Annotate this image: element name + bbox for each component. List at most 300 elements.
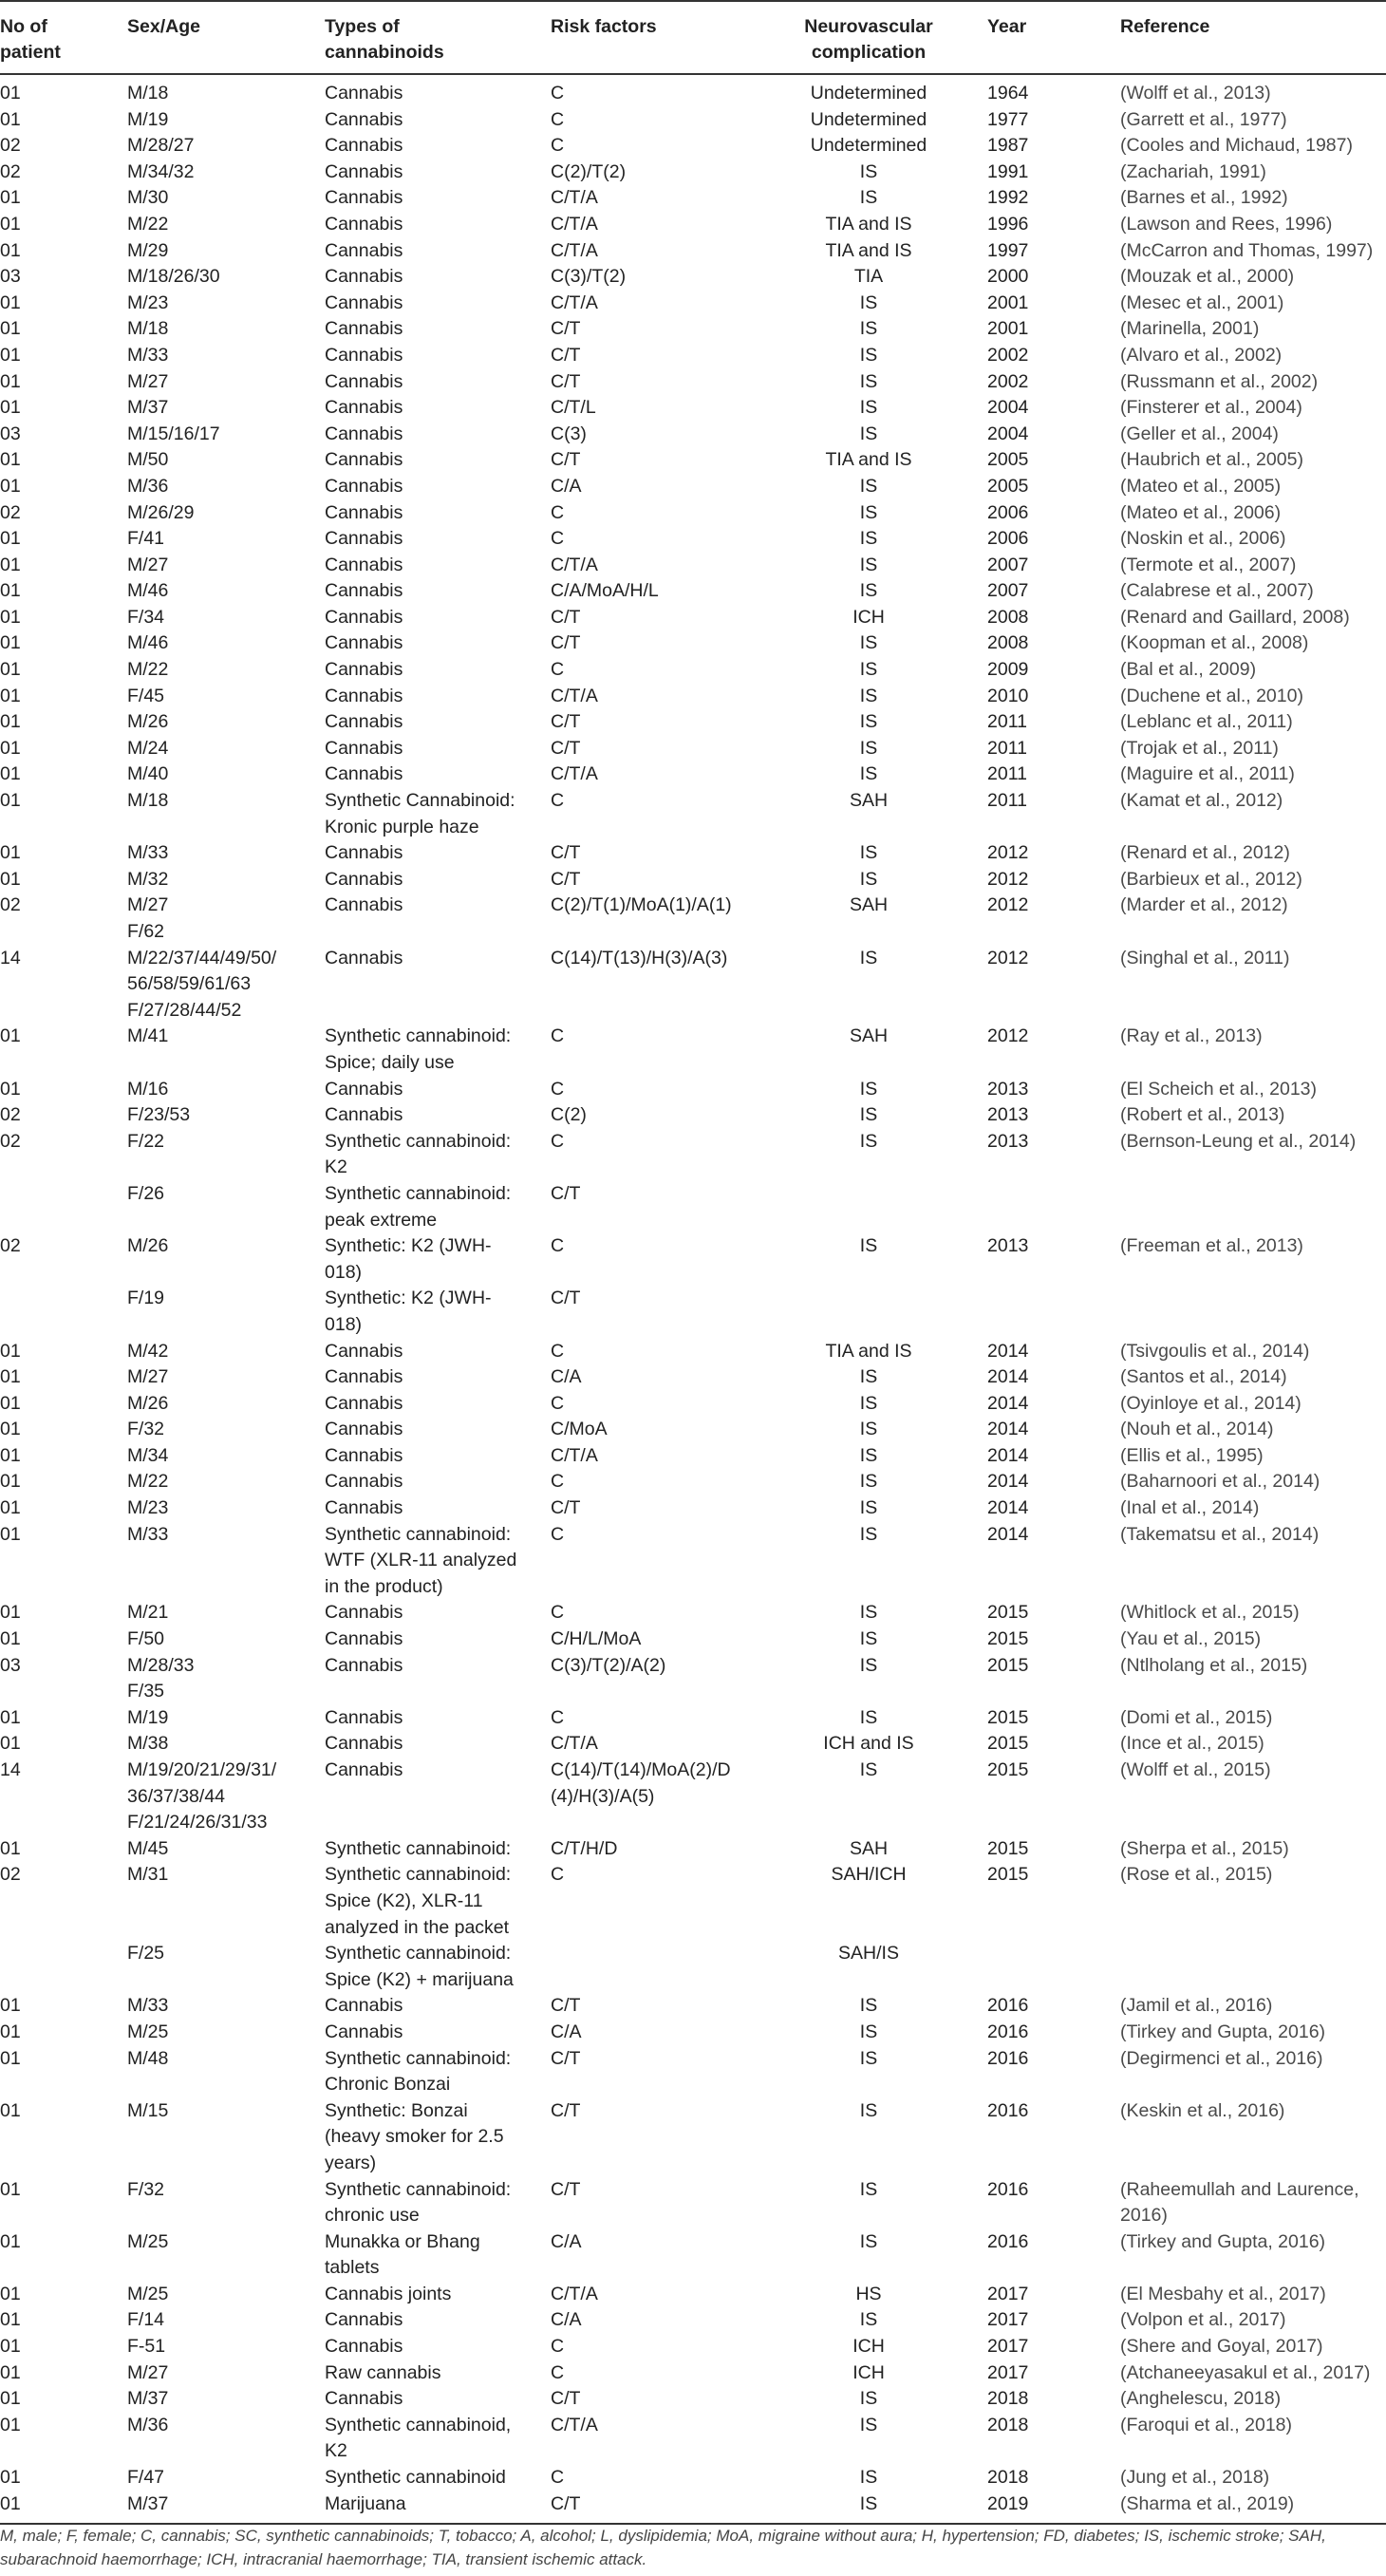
sex-age-cell: M/37 xyxy=(127,2491,325,2525)
table-row xyxy=(0,2020,1386,2046)
patient-count-cell: 01 xyxy=(0,2230,21,2252)
patient-count-cell: 01 xyxy=(0,790,21,812)
year-cell: 2008 xyxy=(987,606,1029,628)
table-row xyxy=(0,526,1386,553)
sex-age-cell: F/32 xyxy=(127,1419,165,1440)
risk-factors-cell: C xyxy=(551,2336,565,2358)
patient-count-cell: 01 xyxy=(0,763,21,785)
sex-age-cell: F/47 xyxy=(127,2467,165,2489)
patient-count-cell xyxy=(0,1181,127,1233)
reference-cell: (Faroqui et al., 2018) xyxy=(1120,2414,1293,2435)
table-row xyxy=(0,1233,1386,1286)
risk-factors-cell: C xyxy=(551,1864,565,1886)
year-cell: 1964 xyxy=(987,83,1029,103)
complication-cell: ICH xyxy=(852,2361,885,2383)
sex-age-cell: F/19 xyxy=(127,1288,165,1309)
reference-cell: (El Mesbahy et al., 2017) xyxy=(1120,2283,1326,2304)
complication-cell: IS xyxy=(859,1628,878,1650)
reference-cell: (Keskin et al., 2016) xyxy=(1120,2099,1285,2121)
year-cell: 2016 xyxy=(987,2178,1029,2200)
patient-count-cell: 01 xyxy=(0,711,21,733)
table-row xyxy=(0,1181,1386,1233)
sex-age-cell: M/23 xyxy=(127,1497,169,1519)
patient-count-cell: 03 xyxy=(0,1654,21,1676)
risk-factors-cell: C/H/L/MoA xyxy=(551,1628,642,1650)
header-reference: Reference xyxy=(1120,1,1386,74)
patient-count-cell: 01 xyxy=(0,685,21,706)
year-cell: 2016 xyxy=(987,2047,1029,2069)
patient-count-cell: 01 xyxy=(0,2467,21,2489)
table-row xyxy=(0,291,1386,317)
risk-factors-cell: C xyxy=(551,790,565,812)
risk-factors-cell: C xyxy=(551,2467,565,2489)
patient-count-cell: 01 xyxy=(0,1025,21,1047)
year-cell: 2013 xyxy=(987,1104,1029,1126)
year-cell: 2014 xyxy=(987,1340,1029,1362)
year-cell: 2014 xyxy=(987,1366,1029,1388)
table-row xyxy=(0,1443,1386,1470)
complication-cell: IS xyxy=(859,1602,878,1624)
complication-cell: IS xyxy=(859,1419,878,1440)
patient-count-cell: 01 xyxy=(0,1471,21,1493)
patient-count-cell: 01 xyxy=(0,2021,21,2042)
sex-age-cell: M/25 xyxy=(127,2230,169,2252)
table-row xyxy=(0,1862,1386,1941)
table-row xyxy=(0,657,1386,684)
risk-factors-cell: C/T/A xyxy=(551,239,598,261)
year-cell: 2000 xyxy=(987,266,1029,288)
sex-age-cell: M/15 xyxy=(127,2099,169,2121)
complication-cell: IS xyxy=(859,2099,878,2121)
cannabinoid-type-cell: Cannabis xyxy=(325,632,403,654)
sex-age-cell: M/50 xyxy=(127,449,169,471)
table-row xyxy=(0,1286,1386,1338)
table-row xyxy=(0,369,1386,396)
complication-cell: SAH xyxy=(849,1025,889,1047)
risk-factors-cell: C/T xyxy=(551,1182,581,1204)
sex-age-cell: M/46 xyxy=(127,580,169,602)
table-row xyxy=(0,1024,1386,1076)
patient-count-cell: 01 xyxy=(0,318,21,340)
table-row xyxy=(0,2177,1386,2229)
year-cell: 2014 xyxy=(987,1419,1029,1440)
table-row xyxy=(0,500,1386,527)
cannabinoid-type-cell: Cannabis xyxy=(325,501,403,523)
patient-count-cell: 01 xyxy=(0,239,21,261)
risk-factors-cell: C/T xyxy=(551,370,581,392)
table-row xyxy=(0,553,1386,579)
year-cell: 2001 xyxy=(987,318,1029,340)
year-cell: 2017 xyxy=(987,2309,1029,2331)
year-cell: 1997 xyxy=(987,239,1029,261)
sex-age-cell: F/32 xyxy=(127,2178,165,2200)
reference-cell: (Noskin et al., 2006) xyxy=(1120,528,1286,550)
cannabinoid-type-cell: Synthetic cannabinoid: chronic use xyxy=(325,2178,512,2227)
year-cell: 2014 xyxy=(987,1497,1029,1519)
patient-count-cell: 01 xyxy=(0,1078,21,1100)
cannabinoid-type-cell: Cannabis xyxy=(325,135,403,157)
cannabinoid-type-cell: Cannabis xyxy=(325,213,403,235)
table-row xyxy=(0,1077,1386,1103)
sex-age-cell: M/27 xyxy=(127,370,169,392)
year-cell: 2014 xyxy=(987,1444,1029,1466)
cannabinoid-type-cell: Cannabis xyxy=(325,1654,403,1676)
patient-count-cell: 01 xyxy=(0,108,21,130)
reference-cell: (Baharnoori et al., 2014) xyxy=(1120,1471,1320,1493)
complication-cell xyxy=(750,1181,987,1233)
reference-cell: (Sherpa et al., 2015) xyxy=(1120,1837,1289,1859)
year-cell xyxy=(987,1181,1120,1233)
table-row xyxy=(0,2465,1386,2491)
year-cell: 2015 xyxy=(987,1628,1029,1650)
cannabinoid-type-cell: Cannabis xyxy=(325,1628,403,1650)
patient-count-cell: 01 xyxy=(0,291,21,313)
risk-factors-cell: C/T/A xyxy=(551,2414,598,2435)
risk-factors-cell: C xyxy=(551,2361,565,2383)
sex-age-cell: M/19/20/21/29/31/ 36/37/38/44 F/21/24/26/31/33 xyxy=(127,1759,277,1833)
sex-age-cell: F/25 xyxy=(127,1943,165,1965)
patient-count-cell: 01 xyxy=(0,370,21,392)
table-row xyxy=(0,2413,1386,2465)
year-cell: 2006 xyxy=(987,528,1029,550)
table-row xyxy=(0,946,1386,1025)
table-row xyxy=(0,2334,1386,2360)
reference-cell: (Zachariah, 1991) xyxy=(1120,160,1266,182)
reference-cell: (Leblanc et al., 2011) xyxy=(1120,711,1293,733)
cannabinoid-type-cell: Cannabis xyxy=(325,239,403,261)
sex-age-cell: M/25 xyxy=(127,2283,169,2304)
cannabinoid-type-cell: Synthetic cannabinoid: Spice; daily use xyxy=(325,1025,512,1073)
complication-cell: TIA and IS xyxy=(825,239,912,261)
sex-age-cell: M/26/29 xyxy=(127,501,195,523)
patient-count-cell: 01 xyxy=(0,2178,21,2200)
cannabinoid-type-cell: Cannabis xyxy=(325,291,403,313)
sex-age-cell: M/24 xyxy=(127,737,169,759)
cannabinoid-type-cell: Synthetic cannabinoid: WTF (XLR-11 analyzed in the product) xyxy=(325,1523,517,1597)
table-row xyxy=(0,1653,1386,1705)
reference-cell: (Whitlock et al., 2015) xyxy=(1120,1602,1300,1624)
complication-cell: TIA xyxy=(853,266,884,288)
cannabinoid-type-cell: Synthetic: Bonzai (heavy smoker for 2.5 years) xyxy=(325,2099,504,2173)
year-cell: 2018 xyxy=(987,2467,1029,2489)
header-neurovascular-complication: Neurovascular complication xyxy=(750,1,987,74)
year-cell: 2002 xyxy=(987,370,1029,392)
risk-factors-cell: C/T xyxy=(551,449,581,471)
cannabinoid-type-cell: Cannabis xyxy=(325,108,403,130)
complication-cell: ICH xyxy=(852,606,885,628)
cannabinoid-type-cell: Cannabis xyxy=(325,370,403,392)
table-row xyxy=(0,133,1386,160)
cannabinoid-type-cell: Cannabis xyxy=(325,1497,403,1519)
complication-cell: IS xyxy=(859,711,878,733)
table-row xyxy=(0,762,1386,788)
reference-cell: (Takematsu et al., 2014) xyxy=(1120,1523,1320,1545)
table-header-row xyxy=(0,1,1386,74)
table-row xyxy=(0,709,1386,736)
risk-factors-cell: C/T xyxy=(551,318,581,340)
cannabinoid-type-cell: Cannabis xyxy=(325,868,403,890)
reference-cell: (Jamil et al., 2016) xyxy=(1120,1995,1273,2017)
cannabinoid-type-cell: Cannabis xyxy=(325,606,403,628)
sex-age-cell: F/34 xyxy=(127,606,165,628)
reference-cell: (Geller et al., 2004) xyxy=(1120,423,1279,444)
complication-cell: IS xyxy=(859,1444,878,1466)
reference-cell: (Santos et al., 2014) xyxy=(1120,1366,1287,1388)
year-cell: 2012 xyxy=(987,894,1029,916)
reference-cell: (Tirkey and Gupta, 2016) xyxy=(1120,2230,1326,2252)
cannabinoid-type-cell: Synthetic: K2 (JWH- 018) xyxy=(325,1288,492,1335)
complication-cell: IS xyxy=(859,763,878,785)
cannabinoid-type-cell: Cannabis xyxy=(325,160,403,182)
complication-cell: IS xyxy=(859,1130,878,1152)
cannabinoid-type-cell: Cannabis joints xyxy=(325,2283,452,2304)
patient-count-cell: 01 xyxy=(0,606,21,628)
complication-cell: SAH xyxy=(849,790,889,812)
reference-cell xyxy=(1120,1941,1386,1993)
reference-cell: (Barnes et al., 1992) xyxy=(1120,187,1288,209)
complication-cell: IS xyxy=(859,554,878,575)
reference-cell: (Freeman et al., 2013) xyxy=(1120,1235,1303,1257)
patient-count-cell: 01 xyxy=(0,1628,21,1650)
table-row xyxy=(0,2046,1386,2098)
year-cell: 2017 xyxy=(987,2283,1029,2304)
risk-factors-cell: C/T xyxy=(551,2099,581,2121)
patient-count-cell: 01 xyxy=(0,213,21,235)
table-row xyxy=(0,1417,1386,1443)
year-cell: 2015 xyxy=(987,1706,1029,1728)
complication-cell: IS xyxy=(859,1654,878,1676)
year-cell: 2016 xyxy=(987,2230,1029,2252)
patient-count-cell: 01 xyxy=(0,2388,21,2410)
reference-cell: (Renard and Gaillard, 2008) xyxy=(1120,606,1350,628)
risk-factors-cell: C(3)/T(2) xyxy=(551,266,627,288)
cannabinoid-type-cell: Cannabis xyxy=(325,685,403,706)
patient-count-cell: 01 xyxy=(0,2309,21,2331)
cannabinoid-type-cell: Cannabis xyxy=(325,2309,403,2331)
table-row xyxy=(0,1731,1386,1758)
complication-cell: IS xyxy=(859,2414,878,2435)
year-cell: 2015 xyxy=(987,1837,1029,1859)
complication-cell: IS xyxy=(859,1366,878,1388)
risk-factors-cell: C/T xyxy=(551,2047,581,2069)
risk-factors-cell: C/T/A xyxy=(551,291,598,313)
patient-count-cell: 01 xyxy=(0,187,21,209)
reference-cell: (Calabrese et al., 2007) xyxy=(1120,580,1314,602)
complication-cell: SAH xyxy=(849,1837,889,1859)
complication-cell: IS xyxy=(859,737,878,759)
cannabinoid-type-cell: Marijuana xyxy=(325,2491,551,2525)
reference-cell: (Tirkey and Gupta, 2016) xyxy=(1120,2021,1326,2042)
year-cell: 2014 xyxy=(987,1471,1029,1493)
risk-factors-cell: C/T/A xyxy=(551,1733,598,1755)
patient-count-cell: 01 xyxy=(0,2361,21,2383)
risk-factors-cell: C/T xyxy=(551,1995,581,2017)
risk-factors-cell: C xyxy=(551,1340,565,1362)
cannabinoid-type-cell: Cannabis xyxy=(325,423,403,444)
table-row xyxy=(0,1495,1386,1522)
risk-factors-cell: C/T xyxy=(551,2388,581,2410)
year-cell: 2017 xyxy=(987,2336,1029,2358)
reference-cell: (Maguire et al., 2011) xyxy=(1120,763,1295,785)
year-cell: 2006 xyxy=(987,501,1029,523)
patient-count-cell: 01 xyxy=(0,1419,21,1440)
complication-cell: IS xyxy=(859,2388,878,2410)
complication-cell: IS xyxy=(859,2230,878,2252)
patient-count-cell: 01 xyxy=(0,554,21,575)
reference-cell: (Shere and Goyal, 2017) xyxy=(1120,2336,1323,2358)
sex-age-cell: M/15/16/17 xyxy=(127,423,220,444)
risk-factors-cell: C/T xyxy=(551,632,581,654)
reference-cell: (Oyinloye et al., 2014) xyxy=(1120,1392,1302,1414)
header-no-of-patient: No of patient xyxy=(0,1,127,74)
complication-cell: IS xyxy=(859,1995,878,2017)
reference-cell: (Volpon et al., 2017) xyxy=(1120,2309,1286,2331)
table-row xyxy=(0,74,1386,107)
table-row xyxy=(0,684,1386,710)
year-cell: 2007 xyxy=(987,580,1029,602)
year-cell: 2012 xyxy=(987,947,1029,968)
patient-count-cell: 01 xyxy=(0,1444,21,1466)
reference-cell: (Ellis et al., 1995) xyxy=(1120,1444,1264,1466)
complication-cell: IS xyxy=(859,2178,878,2200)
cannabinoid-type-cell: Synthetic cannabinoid: Chronic Bonzai xyxy=(325,2047,512,2096)
table-row xyxy=(0,185,1386,212)
risk-factors-cell: C xyxy=(551,1602,565,1624)
table-row xyxy=(0,264,1386,291)
reference-cell: (Robert et al., 2013) xyxy=(1120,1104,1285,1126)
risk-factors-cell: C xyxy=(551,83,565,103)
patient-count-cell: 01 xyxy=(0,842,21,864)
risk-factors-cell: C/T/A xyxy=(551,763,598,785)
risk-factors-cell: C xyxy=(551,135,565,157)
reference-cell: (Lawson and Rees, 1996) xyxy=(1120,213,1333,235)
table-row xyxy=(0,447,1386,474)
cannabinoid-type-cell: Synthetic: K2 (JWH- 018) xyxy=(325,1235,492,1283)
patient-count-cell: 01 xyxy=(0,1837,21,1859)
patient-count-cell: 01 xyxy=(0,397,21,419)
patient-count-cell: 01 xyxy=(0,1366,21,1388)
risk-factors-cell: C/T xyxy=(551,868,581,890)
risk-factors-cell: C/T xyxy=(551,1497,581,1519)
patient-count-cell: 01 xyxy=(0,83,21,103)
complication-cell: ICH xyxy=(852,2336,885,2358)
sex-age-cell: M/36 xyxy=(127,2414,169,2435)
reference-cell: (Mesec et al., 2001) xyxy=(1120,291,1284,313)
complication-cell: IS xyxy=(859,501,878,523)
cannabinoid-type-cell: Cannabis xyxy=(325,83,403,103)
year-cell: 2013 xyxy=(987,1130,1029,1152)
sex-age-cell: M/27 xyxy=(127,2361,169,2383)
risk-factors-cell: C(14)/T(14)/MoA(2)/D (4)/H(3)/A(5) xyxy=(551,1759,731,1807)
risk-factors-cell: C xyxy=(551,501,565,523)
cannabinoid-type-cell: Synthetic Cannabinoid: Kronic purple haze xyxy=(325,790,515,837)
sex-age-cell: M/27 xyxy=(127,1366,169,1388)
year-cell: 2011 xyxy=(987,763,1027,785)
year-cell xyxy=(987,1286,1120,1338)
risk-factors-cell xyxy=(551,1941,750,1993)
complication-cell: Undetermined xyxy=(810,108,927,130)
patient-count-cell: 01 xyxy=(0,528,21,550)
sex-age-cell: M/22/37/44/49/50/ 56/58/59/61/63 F/27/28/44/52 xyxy=(127,947,277,1021)
patient-count-cell: 02 xyxy=(0,1235,21,1257)
patient-count-cell: 01 xyxy=(0,737,21,759)
complication-cell: IS xyxy=(859,947,878,968)
table-row xyxy=(0,422,1386,448)
reference-cell: (Termote et al., 2007) xyxy=(1120,554,1297,575)
risk-factors-cell: C/T/A xyxy=(551,187,598,209)
complication-cell: Undetermined xyxy=(810,83,927,103)
year-cell: 2016 xyxy=(987,2099,1029,2121)
year-cell: 2015 xyxy=(987,1654,1029,1676)
risk-factors-cell: C xyxy=(551,1130,565,1152)
risk-factors-cell: C/A xyxy=(551,475,582,497)
cannabinoid-type-cell: Cannabis xyxy=(325,475,403,497)
sex-age-cell: M/18/26/30 xyxy=(127,266,220,288)
patient-count-cell: 01 xyxy=(0,344,21,366)
sex-age-cell: M/18 xyxy=(127,790,169,812)
complication-cell: IS xyxy=(859,187,878,209)
patient-count-cell: 02 xyxy=(0,1130,21,1152)
patient-count-cell: 01 xyxy=(0,1602,21,1624)
patient-count-cell: 01 xyxy=(0,1706,21,1728)
header-sex-age: Sex/Age xyxy=(127,1,325,74)
patient-count-cell: 02 xyxy=(0,501,21,523)
sex-age-cell: M/26 xyxy=(127,711,169,733)
reference-cell: (Haubrich et al., 2005) xyxy=(1120,449,1303,471)
reference-cell: (Inal et al., 2014) xyxy=(1120,1497,1260,1519)
complication-cell: IS xyxy=(859,160,878,182)
risk-factors-cell: C xyxy=(551,1025,565,1047)
reference-cell: (Domi et al., 2015) xyxy=(1120,1706,1273,1728)
sex-age-cell: M/33 xyxy=(127,1995,169,2017)
cannabinoid-type-cell: Synthetic cannabinoid, K2 xyxy=(325,2414,512,2462)
sex-age-cell: M/26 xyxy=(127,1235,169,1257)
reference-cell: (Rose et al., 2015) xyxy=(1120,1864,1273,1886)
complication-cell: IS xyxy=(859,1497,878,1519)
complication-cell: IS xyxy=(859,659,878,681)
sex-age-cell: M/22 xyxy=(127,659,169,681)
header-types-of-cannabinoids: Types of cannabinoids xyxy=(325,1,551,74)
complication-cell: IS xyxy=(859,291,878,313)
year-cell: 2007 xyxy=(987,554,1029,575)
complication-cell: IS xyxy=(859,344,878,366)
reference-cell: (Ince et al., 2015) xyxy=(1120,1733,1264,1755)
year-cell: 2004 xyxy=(987,397,1029,419)
reference-cell: (Bernson-Leung et al., 2014) xyxy=(1120,1130,1357,1152)
risk-factors-cell: C/T/H/D xyxy=(551,1837,618,1859)
complication-cell: IS xyxy=(859,2047,878,2069)
year-cell: 1991 xyxy=(987,160,1029,182)
patient-count-cell: 14 xyxy=(0,947,21,968)
patient-count-cell: 02 xyxy=(0,160,21,182)
cannabinoid-type-cell: Cannabis xyxy=(325,397,403,419)
sex-age-cell: M/28/27 xyxy=(127,135,195,157)
risk-factors-cell: C/T/A xyxy=(551,2283,598,2304)
table-row xyxy=(0,107,1386,134)
complication-cell: IS xyxy=(859,685,878,706)
risk-factors-cell: C xyxy=(551,1523,565,1545)
cannabinoid-type-cell: Cannabis xyxy=(325,344,403,366)
risk-factors-cell: C/T/A xyxy=(551,554,598,575)
sex-age-cell: M/31 xyxy=(127,1864,169,1886)
sex-age-cell: M/19 xyxy=(127,1706,169,1728)
complication-cell: IS xyxy=(859,632,878,654)
year-cell: 2017 xyxy=(987,2361,1029,2383)
risk-factors-cell: C(14)/T(13)/H(3)/A(3) xyxy=(551,947,728,968)
year-cell: 2012 xyxy=(987,1025,1029,1047)
complication-cell: ICH and IS xyxy=(823,1733,914,1755)
sex-age-cell: F/45 xyxy=(127,685,165,706)
